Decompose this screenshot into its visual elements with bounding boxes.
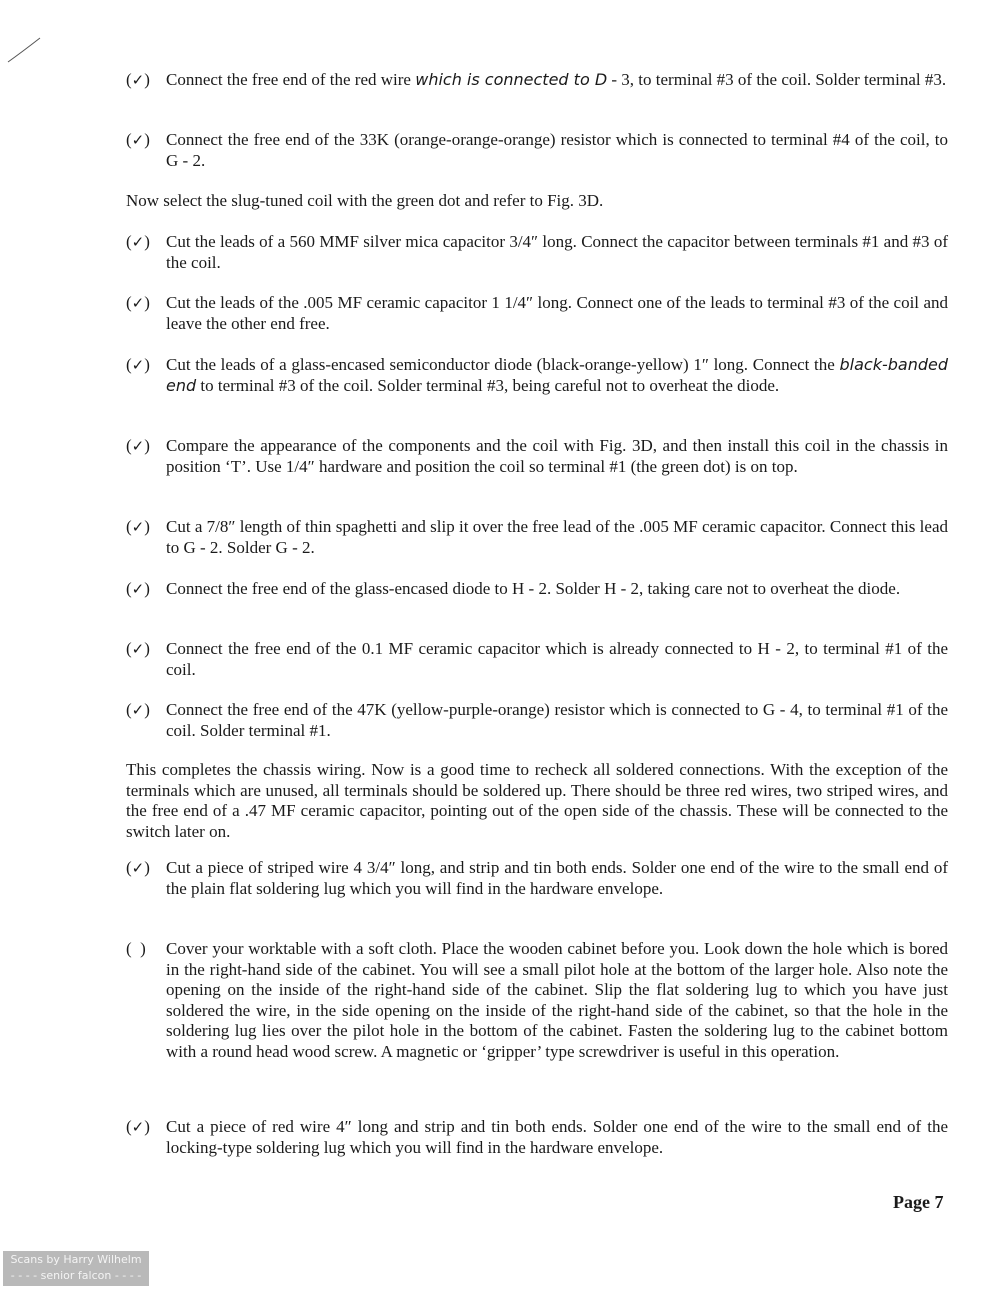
checkmark-icon: ✓ xyxy=(131,701,145,719)
checkbox[interactable]: (✓) xyxy=(126,70,150,89)
step-text: Cut a piece of striped wire 4 3/4″ long, and strip and tin both ends. Solder one end of the wire to the small end of the plain flat soldering lug which you will find in the hardware envelope. xyxy=(166,858,948,898)
scan-credit-watermark xyxy=(3,1251,149,1286)
step-text: Cover your worktable with a soft cloth. Place the wooden cabinet before you. Look down the hole which is bored in the right-hand side of the cabinet. You will see a small pilot hole at the bottom of the larger hole. Also note the opening on the inside of the right-hand side of the cabinet. Slip the flat soldering lug to which you have just soldered the wire, in the side opening on the inside of the right-hand side of the cabinet, so that the hole in the soldering lug lies over the pilot hole in the bottom of the cabinet. Fasten the soldering lug to the cabinet bottom with a round head wood screw. A magnetic or ‘gripper’ type screwdriver is useful in this operation. xyxy=(166,939,948,1061)
checklist-step xyxy=(126,355,948,396)
checklist-step xyxy=(126,700,948,741)
page-number: Page 7 xyxy=(893,1192,944,1212)
checkbox[interactable]: (✓) xyxy=(126,700,150,719)
checkbox[interactable]: (✓) xyxy=(126,858,150,877)
checkbox[interactable]: (✓) xyxy=(126,1117,150,1136)
checkmark-icon: ✓ xyxy=(131,640,145,658)
checkbox[interactable]: (✓) xyxy=(126,232,150,251)
step-text: Connect the free end of the red wire which is connected to D - 3, to terminal #3 of the coil. Solder terminal #3. xyxy=(166,70,947,89)
step-text: Cut the leads of a 560 MMF silver mica capacitor 3/4″ long. Connect the capacitor between terminals #1 and #3 of the coil. xyxy=(166,232,948,272)
summary-paragraph: This completes the chassis wiring. Now is a good time to recheck all soldered connections. With the exception of the terminals which are unused, all terminals should be soldered up. There should be three red wires, two striped wires, and the free end of a .47 MF ceramic capacitor, pointing out of the open side of the chassis. These will be connected to the switch later on. xyxy=(126,760,948,841)
step-text: Compare the appearance of the components and the coil with Fig. 3D, and then install this coil in the chassis in position ‘T’. Use 1/4″ hardware and position the coil so terminal #1 (the green dot) is on top. xyxy=(166,436,948,476)
checkmark-icon: ✓ xyxy=(131,356,145,374)
checkbox[interactable]: (✓) xyxy=(126,130,150,149)
checkbox[interactable]: (✓) xyxy=(126,355,150,374)
checkmark-icon: ✓ xyxy=(131,131,145,149)
checkbox[interactable]: ( ) xyxy=(126,939,146,958)
checkmark-icon: ✓ xyxy=(131,294,145,312)
checkbox[interactable]: (✓) xyxy=(126,517,150,536)
checklist-step xyxy=(126,70,948,91)
instruction-paragraph: Now select the slug-tuned coil with the green dot and refer to Fig. 3D. xyxy=(126,191,604,210)
step-text: Connect the free end of the 0.1 MF ceramic capacitor which is already connected to H - 2, to terminal #1 of the coil. xyxy=(166,639,948,679)
checklist-step xyxy=(126,293,948,334)
checklist-step xyxy=(126,517,948,558)
checklist-step xyxy=(126,939,948,1062)
checklist-step xyxy=(126,639,948,680)
checkbox[interactable]: (✓) xyxy=(126,436,150,455)
checklist-step xyxy=(126,130,948,171)
checkmark-icon: ✓ xyxy=(131,859,145,877)
step-text: Connect the free end of the 33K (orange-orange-orange) resistor which is connected to terminal #4 of the coil, to G - 2. xyxy=(166,130,948,170)
step-text: Cut the leads of the .005 MF ceramic capacitor 1 1/4″ long. Connect one of the leads to terminal #3 of the coil and leave the other end free. xyxy=(166,293,948,333)
checkmark-icon: ✓ xyxy=(131,233,145,251)
checkbox[interactable]: (✓) xyxy=(126,293,150,312)
checkmark-icon: ✓ xyxy=(131,580,145,598)
checkmark-icon: ✓ xyxy=(131,71,145,89)
pen-mark-icon xyxy=(0,30,50,70)
scan-credit-line: - - - - senior falcon - - - - xyxy=(10,1269,142,1282)
checkmark-icon: ✓ xyxy=(131,437,145,455)
checklist-step xyxy=(126,579,948,600)
checkmark-icon: ✓ xyxy=(131,1118,145,1136)
checklist-step xyxy=(126,232,948,273)
step-text: Connect the free end of the 47K (yellow-purple-orange) resistor which is connected to G - 4, to terminal #1 of the coil. Solder terminal #1. xyxy=(166,700,948,740)
checkbox[interactable]: (✓) xyxy=(126,579,150,598)
checklist-step xyxy=(126,436,948,477)
checklist-step xyxy=(126,858,948,899)
step-text: Connect the free end of the glass-encased diode to H - 2. Solder H - 2, taking care not to overheat the diode. xyxy=(166,579,901,598)
checklist-step xyxy=(126,1117,948,1158)
checkbox[interactable]: (✓) xyxy=(126,639,150,658)
step-text: Cut a 7/8″ length of thin spaghetti and slip it over the free lead of the .005 MF ceramic capacitor. Connect this lead to G - 2. Solder G - 2. xyxy=(166,517,948,557)
step-text: Cut the leads of a glass-encased semiconductor diode (black-orange-yellow) 1″ long. Connect the black-banded end to terminal #3 of the coil. Solder terminal #3, being careful not to overheat the diode. xyxy=(166,355,948,395)
scan-credit-line: Scans by Harry Wilhelm xyxy=(10,1253,142,1266)
checkmark-icon: ✓ xyxy=(131,518,145,536)
step-text: Cut a piece of red wire 4″ long and strip and tin both ends. Solder one end of the wire to the small end of the locking-type soldering lug which you will find in the hardware envelope. xyxy=(166,1117,948,1157)
